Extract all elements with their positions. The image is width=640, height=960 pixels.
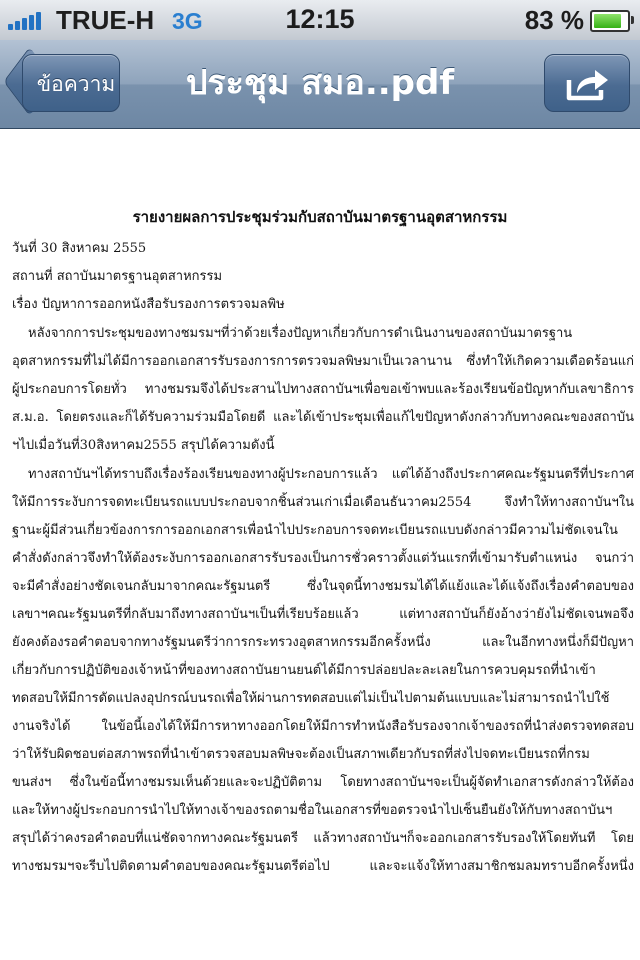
paragraph2-line: เกี่ยวกับการปฏิบัติของเจ้าหน้าที่ของทางสถาบันยานยนต์ได้มีการปล่อยปละละเลยในการควบคุมรถที่นำเข้า [12, 663, 596, 678]
paragraph2-line: ว่าให้รับผิดชอบต่อสภาพรถที่นำเข้าตรวจสอบมลพิษจะต้องเป็นสภาพเดียวกับรถที่ส่งไปจดทะเบียนรถที่กรม [12, 747, 590, 762]
network-type: 3G [172, 8, 203, 34]
share-button[interactable] [544, 54, 630, 112]
paragraph1-line: อุตสาหกรรมที่ไม่ได้มีการออกเอกสารรับรองการการตรวจมลพิษมาเป็นเวลานาน ซึ่งทำให้เกิดความเดือดร้อนแก่ [12, 354, 634, 369]
paragraph2-line: ฐานะผู้มีส่วนเกี่ยวข้องการการออกเอกสารเพื่อนำไปประกอบการจดทะเบียนรถแบบดังกล่าวมีความไม่ชัดเจนใน [12, 523, 618, 538]
document-subject: เรื่อง ปัญหาการออกหนังสือรับรองการตรวจมลพิษ [12, 297, 285, 312]
battery-percentage: 83 % [524, 5, 584, 35]
paragraph2-line: คำสั่งดังกล่าวจึงทำให้ต้องระงับการออกเอกสารรับรองเป็นการชั่วคราวตั้งแต่วันแรกที่เข้ามารับตำแหน่ง จนกว่า [12, 551, 634, 566]
back-button[interactable]: ข้อความ [22, 54, 120, 112]
navigation-bar [0, 40, 640, 129]
document-date: วันที่ 30 สิงหาคม 2555 [12, 241, 147, 256]
paragraph2-line: ทางสถาบันฯได้ทราบถึงเรื่องร้องเรียนของทางผู้ประกอบการแล้ว แต่ได้อ้างถึงประกาศคณะรัฐมนตรีที่ประกาศ [28, 467, 634, 482]
paragraph1-line: ฯไปเมื่อวันที่30สิงหาคม2555 สรุปได้ความดังนี้ [12, 438, 275, 453]
back-button-wrapper[interactable] [22, 54, 122, 112]
paragraph2-line: ทางชมรมฯจะรีบไปติดตามคำตอบของคณะรัฐมนตรีต่อไป และจะแจ้งให้ทางสมาชิกชมลมทราบอีกครั้งหนึ่ง [12, 859, 634, 874]
paragraph1-line: ผู้ประกอบการโดยทั่ว ทางชมรมจึงได้ประสานไปทางสถาบันฯเพื่อขอเข้าพบและร้องเรียนข้อปัญหากับเลขาธิการ [12, 382, 634, 397]
paragraph2-line: ทดสอบให้มีการดัดแปลงอุปกรณ์บนรถเพื่อให้ผ่านการทดสอบแต่ไม่เป็นไปตามต้นแบบและไม่สามารถนำไปใช้ [12, 691, 610, 706]
paragraph2-line: ขนส่งฯ ซึ่งในข้อนี้ทางชมรมเห็นด้วยและจะปฏิบัติตาม โดยทางสถาบันฯจะเป็นผู้จัดทำเอกสารดังกล่าวให้ต้อง [12, 775, 634, 790]
status-bar [0, 0, 640, 40]
battery-level-fill [594, 14, 621, 28]
document-title: รายงายผลการประชุมร่วมกับสถาบันมาตรฐานอุตสาหกรรม [132, 208, 508, 226]
paragraph2-line: เลขาฯคณะรัฐมนตรีที่กลับมาถึงทางสถาบันฯเป็นที่เรียบร้อยแล้ว แต่ทางสถาบันก็ยังอ้างว่ายังไม่ชัดเจนพอจึง [12, 607, 634, 622]
paragraph2-line: ให้มีการระงับการจดทะเบียนรถแบบประกอบจากชิ้นส่วนเก่าเมื่อเดือนธันวาคม2554 จึงทำให้ทางสถาบันฯใน [12, 495, 634, 510]
paragraph2-line: ยังคงต้องรอคำตอบจากทางรัฐมนตรีว่าการกระทรวงอุตสาหกรรมอีกครั้งหนึ่ง และในอีกทางหนึ่งก็มีปัญหา [12, 635, 634, 650]
nav-title: ประชุม สมอ..pdf [185, 63, 455, 103]
paragraph2-line: งานจริงได้ ในข้อนี้เองได้ให้มีการหาทางออกโดยให้มีการทำหนังสือรับรองจากเจ้าของรถที่นำส่งตรวจทดสอบ [12, 719, 634, 734]
status-time: 12:15 [285, 4, 355, 34]
pdf-document[interactable] [0, 129, 640, 960]
paragraph1-line: หลังจากการประชุมของทางชมรมฯที่ว่าด้วยเรื่องปัญหาเกี่ยวกับการดำเนินงานของสถาบันมาตรฐาน [28, 326, 573, 341]
document-place: สถานที่ สถาบันมาตรฐานอุตสาหกรรม [12, 269, 223, 284]
paragraph2-line: และให้ทางผู้ประกอบการนำไปให้ทางเจ้าของรถตามชื่อในเอกสารที่ขอตรวจนำไปเซ็นยืนยังให้กับทางสถาบันฯ [12, 803, 613, 818]
battery-icon [590, 10, 630, 32]
paragraph2-line: จะมีคำสั่งอย่างชัดเจนกลับมาจากคณะรัฐมนตรี ซึ่งในจุดนี้ทางชมรมได้ได้แย้งและได้แจ้งถึงเรื่องคำตอบของ [12, 579, 634, 594]
share-icon [565, 66, 611, 102]
paragraph2-line: สรุปได้ว่าคงรอคำตอบที่แน่ชัดจากทางคณะรัฐมนตรี แล้วทางสถาบันฯก็จะออกเอกสารรับรองให้โดยทันที โดย [12, 831, 634, 846]
paragraph1-line: ส.ม.อ. โดยตรงและก็ได้รับความร่วมมือโดยดี และได้เข้าประชุมเพื่อแก้ไขปัญหาดังกล่าวกับทางคณะของสถาบัน [12, 410, 634, 425]
carrier-name: TRUE-H [56, 5, 155, 35]
